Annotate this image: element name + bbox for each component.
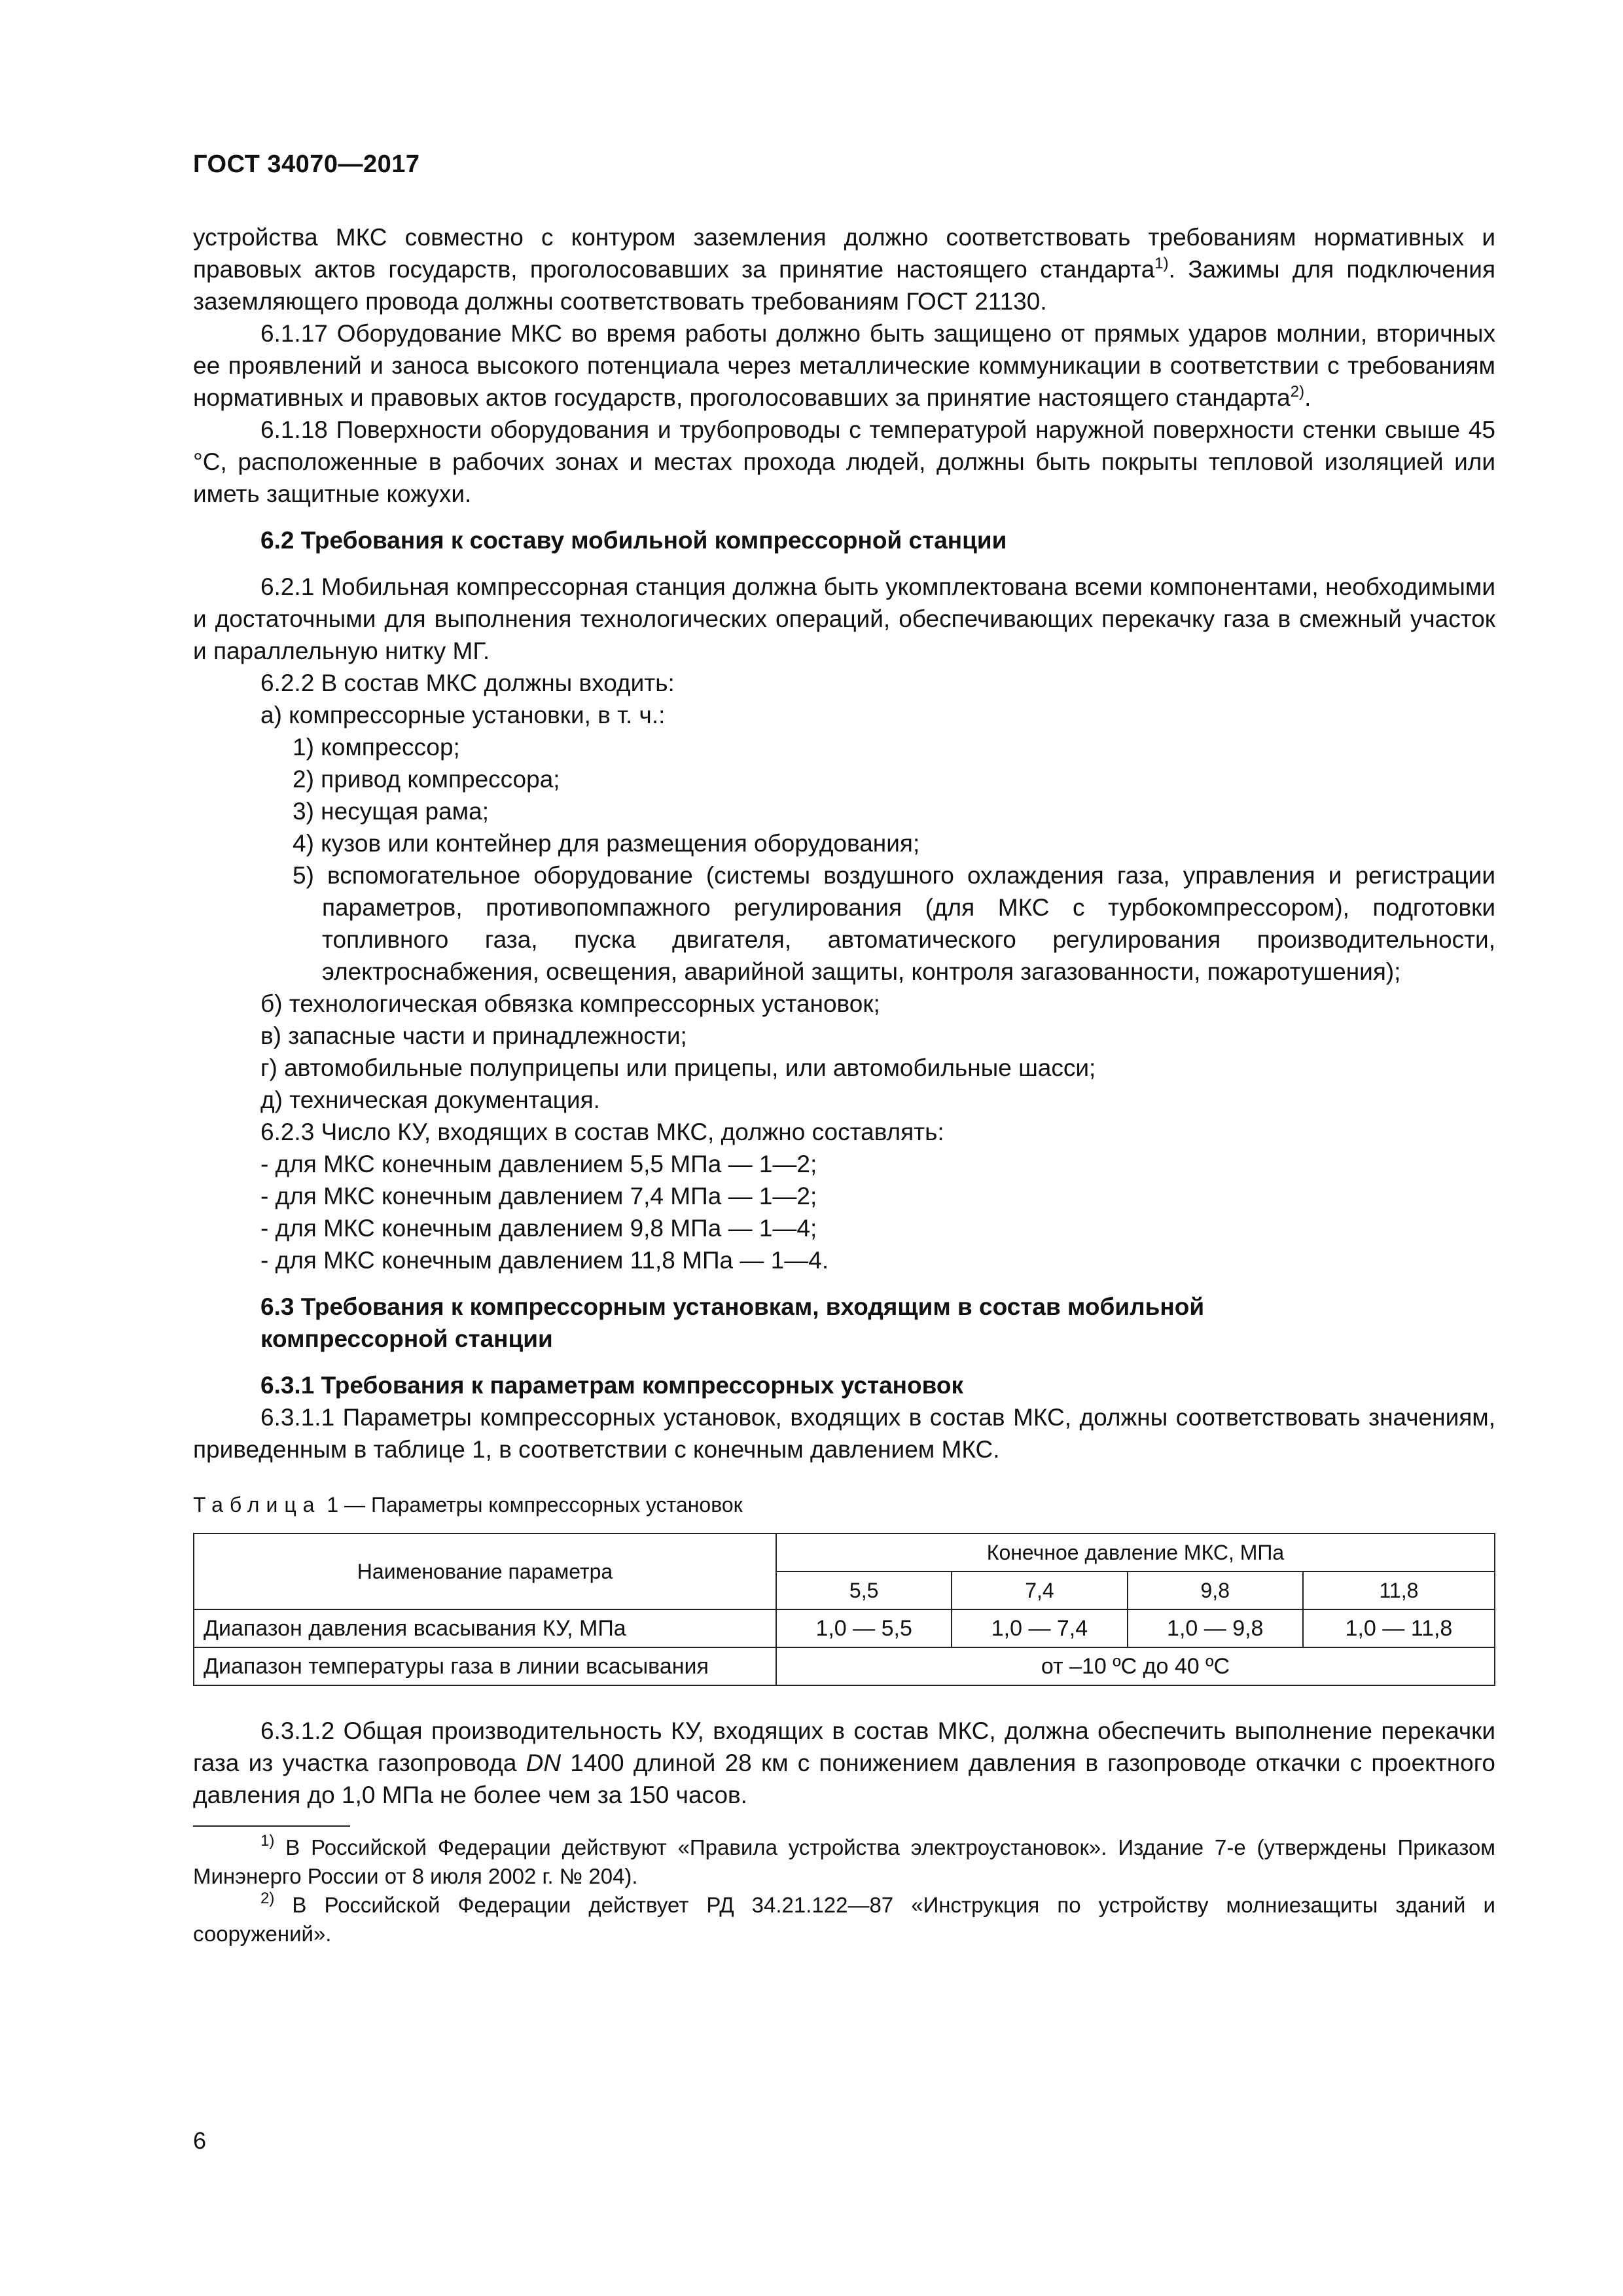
list-item-a4: 4) кузов или контейнер для размещения оборудования;	[293, 830, 920, 857]
param-name-header: Наименование параметра	[194, 1534, 776, 1609]
list-item-b: б) технологическая обвязка компрессорных установок;	[260, 990, 880, 1017]
footnote-1: $^{1)}$ В Российской Федерации действуют «Правила устройства электроустановок». Издание 7-е (утверждены Приказом Минэнерго России от 8 июля 2002 г. № 204).	[193, 1832, 1495, 1888]
heading-6-3-1: 6.3.1 Требования к параметрам компрессорных установок	[260, 1372, 963, 1399]
paragraph-6-2-3: 6.2.3 Число КУ, входящих в состав МКС, должно составлять:	[260, 1119, 944, 1145]
dash-item-3: - для МКС конечным давлением 9,8 МПа — 1—4;	[260, 1215, 817, 1242]
pressure-header-cell: 9,8	[1128, 1571, 1303, 1609]
row-label: Диапазон давления всасывания КУ, МПа	[194, 1609, 776, 1647]
row-label: Диапазон температуры газа в линии всасывания	[194, 1647, 776, 1685]
table-row	[194, 1609, 1495, 1647]
dash-item-4: - для МКС конечным давлением 11,8 МПа — 1—4.	[260, 1247, 829, 1274]
footnote-divider	[193, 1825, 350, 1827]
list-item-d: д) техническая документация.	[260, 1086, 600, 1113]
table-cell: 1,0 — 11,8	[1303, 1609, 1495, 1647]
parameters-table	[193, 1533, 1495, 1686]
paragraph-6-2-2: 6.2.2 В состав МКС должны входить:	[260, 670, 675, 696]
page-number: 6	[193, 2127, 207, 2154]
document-body	[193, 221, 1495, 1948]
table-cell: от –10 ºС до 40 ºС	[776, 1647, 1495, 1685]
table-header-row	[194, 1534, 1495, 1571]
table-caption: Таблица 1 — Параметры компрессорных установок	[193, 1493, 743, 1516]
footnote-2: $^{2)}$ В Российской Федерации действует РД 34.21.122—87 «Инструкция по устройству молниезащиты зданий и сооружений».	[193, 1890, 1495, 1946]
pressure-header-cell: 5,5	[776, 1571, 952, 1609]
list-item-a1: 1) компрессор;	[293, 734, 460, 761]
pressure-header-cell: 11,8	[1303, 1571, 1495, 1609]
table-row	[194, 1647, 1495, 1685]
paragraph-6-3-1-2: 6.3.1.2 Общая производительность КУ, входящих в состав МКС, должна обеспечить выполнение перекачки газа из участка газопровода DN 1400 длиной 28 км с понижением давления в газопроводе откачки с проектного давления до 1,0 МПа не более чем за 150 часов.	[193, 1717, 1495, 1808]
footnote-ref-1[interactable]: 1)	[1154, 255, 1169, 272]
table-cell: 1,0 — 9,8	[1128, 1609, 1303, 1647]
list-item-g: г) автомобильные полуприцепы или прицепы, или автомобильные шасси;	[260, 1054, 1096, 1081]
list-item-v: в) запасные части и принадлежности;	[260, 1022, 687, 1049]
list-item-a: а) компрессорные установки, в т. ч.:	[260, 702, 666, 728]
heading-6-3: 6.3 Требования к компрессорным установкам, входящим в состав мобильной компрессорной станции	[260, 1293, 1205, 1352]
paragraph-6-3-1-1: 6.3.1.1 Параметры компрессорных установок, входящих в состав МКС, должны соответствовать значениям, приведенным в таблице 1, в соответствии с конечным давлением МКС.	[193, 1404, 1495, 1463]
dash-item-1: - для МКС конечным давлением 5,5 МПа — 1—2;	[260, 1151, 817, 1177]
paragraph-6-2-1: 6.2.1 Мобильная компрессорная станция должна быть укомплектована всеми компонентами, необходимыми и достаточными для выполнения технологических операций, обеспечивающих перекачку газа в смежный участок и параллельную нитку МГ.	[193, 573, 1495, 664]
footnote-ref-2[interactable]: 2)	[1290, 383, 1305, 401]
table-cell: 1,0 — 7,4	[952, 1609, 1127, 1647]
paragraph-intro: устройства МКС совместно с контуром заземления должно соответствовать требованиям нормативных и правовых актов государств, проголосовавших за принятие настоящего стандарта$^{1)}$. Зажимы для подключения заземляющего провода должны соответствовать требованиям ГОСТ 21130.	[193, 224, 1495, 315]
table-cell: 1,0 — 5,5	[776, 1609, 952, 1647]
pressure-header-cell: 7,4	[952, 1571, 1127, 1609]
heading-6-2: 6.2 Требования к составу мобильной компрессорной станции	[260, 527, 1007, 554]
list-item-a2: 2) привод компрессора;	[293, 766, 560, 793]
paragraph-6-1-18: 6.1.18 Поверхности оборудования и трубопроводы с температурой наружной поверхности стенки свыше 45 °С, расположенные в рабочих зонах и местах прохода людей, должны быть покрыты тепловой изоляцией или иметь защитные кожухи.	[193, 416, 1495, 507]
list-item-a5: 5) вспомогательное оборудование (системы воздушного охлаждения газа, управления и регистрации параметров, противопомпажного регулирования (для МКС с турбокомпрессором), подготовки топливного газа, пуска двигателя, автоматического регулирования производительности, электроснабжения, освещения, аварийной защиты, контроля загазованности, пожаротушения);	[293, 862, 1495, 985]
document-header: ГОСТ 34070—2017	[193, 151, 420, 178]
list-item-a3: 3) несущая рама;	[293, 798, 489, 825]
dash-item-2: - для МКС конечным давлением 7,4 МПа — 1—2;	[260, 1183, 817, 1210]
paragraph-6-1-17: 6.1.17 Оборудование МКС во время работы должно быть защищено от прямых ударов молнии, вторичных ее проявлений и заноса высокого потенциала через металлические коммуникации в соответствии с требованиям нормативных и правовых актов государств, проголосовавших за принятие настоящего стандарта$^{2)}$.	[193, 320, 1495, 411]
pressure-group-header: Конечное давление МКС, МПа	[776, 1534, 1495, 1571]
